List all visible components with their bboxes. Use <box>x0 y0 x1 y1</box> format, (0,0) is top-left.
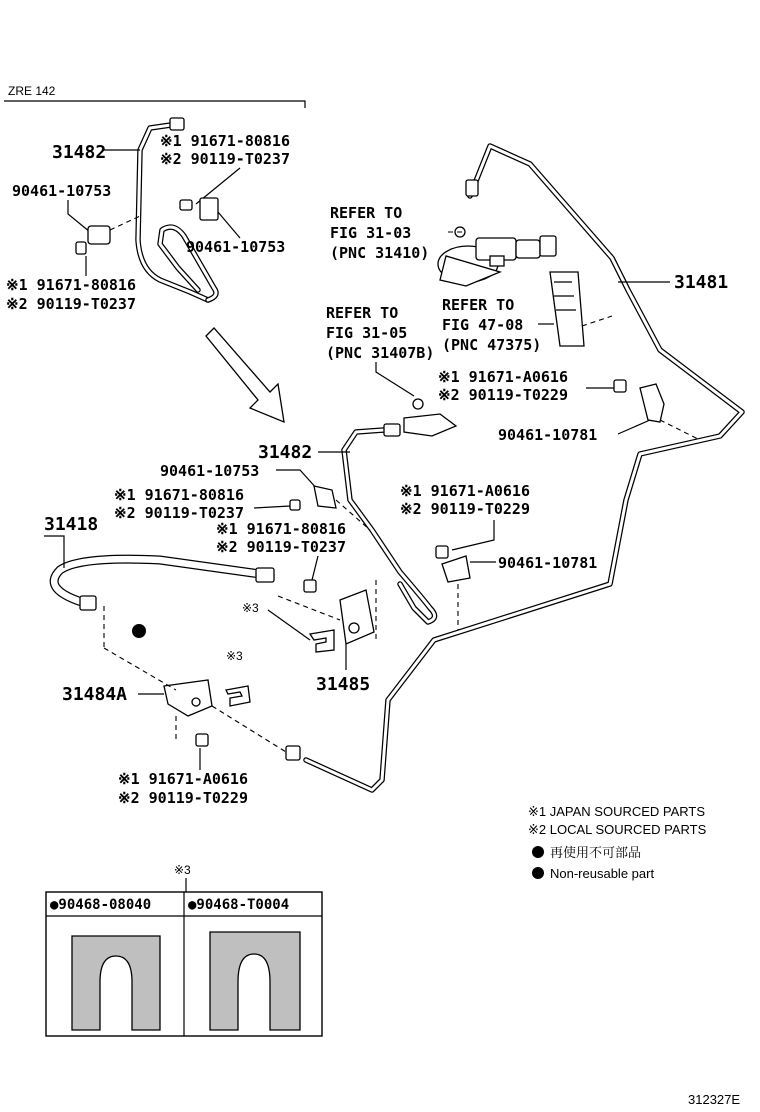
ref3-line1: REFER TO <box>442 296 515 314</box>
ref1-line3: (PNC 31410) <box>330 244 430 262</box>
label-90461-10753-b: 90461-10753 <box>186 238 286 256</box>
nonreusable-dot-icon <box>132 624 146 638</box>
label-31418: 31418 <box>44 514 99 535</box>
ref2-line2: FIG 31-05 <box>326 324 408 342</box>
label-31485: 31485 <box>316 674 371 695</box>
leader-ref2 <box>376 362 414 396</box>
label-91671-A0616-b: ※1 91671-A0616 <box>400 482 530 500</box>
bolt-g-icon <box>196 734 208 746</box>
bolt-f-icon <box>304 580 316 592</box>
label-31481: 31481 <box>674 272 729 293</box>
legend-dot-jp-icon <box>532 846 544 858</box>
leader-bolt-d <box>254 506 290 508</box>
leader-90461-c2 <box>276 470 318 490</box>
clamp-e-icon <box>436 546 470 582</box>
dash-bracket-pipe <box>212 706 286 752</box>
label-90119-T0237-a: ※2 90119-T0237 <box>160 150 290 168</box>
label-91671-A0616-a: ※1 91671-A0616 <box>438 368 568 386</box>
bracket-47375-icon <box>550 272 584 346</box>
legend-japan: ※1 JAPAN SOURCED PARTS <box>528 804 706 819</box>
label-90119-T0229-b: ※2 90119-T0229 <box>400 500 530 518</box>
ref2-line1: REFER TO <box>326 304 399 322</box>
label-90119-T0237-d: ※2 90119-T0237 <box>216 538 346 556</box>
ref2-line3: (PNC 31407B) <box>326 344 435 362</box>
clip-table <box>46 892 322 1036</box>
dash-clip-a <box>278 596 340 620</box>
label-31484a: 31484A <box>62 684 128 705</box>
mark3-c: ※3 <box>174 863 191 877</box>
table-col-2: ●90468-T0004 <box>188 897 290 913</box>
mark3-a: ※3 <box>242 601 259 615</box>
label-90119-T0229-c: ※2 90119-T0229 <box>118 789 248 807</box>
label-91671-80816-b: ※1 91671-80816 <box>6 276 136 294</box>
legend-dot-en-icon <box>532 867 544 879</box>
dash-clamp-a <box>110 216 140 230</box>
bolt-d-icon <box>290 500 300 510</box>
label-90119-T0237-b: ※2 90119-T0237 <box>6 295 136 313</box>
leader-mark3-a <box>268 610 310 640</box>
label-90461-10781-b: 90461-10781 <box>498 554 598 572</box>
legend-local: ※2 LOCAL SOURCED PARTS <box>528 822 707 837</box>
label-91671-80816-d: ※1 91671-80816 <box>216 520 346 538</box>
mark3-b: ※3 <box>226 649 243 663</box>
label-90461-10753-c: 90461-10753 <box>160 462 260 480</box>
table-col-1: ●90468-08040 <box>50 897 152 913</box>
clamp-c-icon <box>614 380 664 422</box>
clip-b-icon <box>226 686 250 706</box>
label-90119-T0229-a: ※2 90119-T0229 <box>438 386 568 404</box>
label-90119-T0237-c: ※2 90119-T0237 <box>114 504 244 522</box>
clamp-d-icon <box>314 486 336 508</box>
label-91671-A0616-c: ※1 91671-A0616 <box>118 770 248 788</box>
ref1-line1: REFER TO <box>330 204 403 222</box>
label-31482-top: 31482 <box>52 142 107 163</box>
leader-90461-a <box>68 200 90 232</box>
clip-a-icon <box>310 630 334 652</box>
dash-clamp-c <box>660 420 700 440</box>
leader-90461-c <box>618 420 650 434</box>
leader-bolt-e <box>452 520 494 550</box>
legend-nonreuse-jp: 再使用不可部品 <box>550 845 642 860</box>
label-90461-10781-a: 90461-10781 <box>498 426 598 444</box>
bracket-31484a-icon <box>164 680 212 716</box>
leader-90461-b <box>218 212 240 238</box>
direction-arrow-icon <box>206 328 284 422</box>
leader-bolt-f <box>312 556 318 580</box>
ref3-line2: FIG 47-08 <box>442 316 524 334</box>
master-cylinder-icon <box>438 227 556 286</box>
dash-ref3 <box>582 316 612 326</box>
clamp-a-icon <box>76 226 110 254</box>
bracket-31485-icon <box>340 590 374 644</box>
label-90461-10753-a: 90461-10753 <box>12 182 112 200</box>
legend-nonreuse-en: Non-reusable part <box>550 866 655 881</box>
ref1-line2: FIG 31-03 <box>330 224 412 242</box>
leader-31418 <box>44 536 64 568</box>
model-label: ZRE 142 <box>8 84 56 98</box>
label-31482-mid: 31482 <box>258 442 313 463</box>
figure-code: 312327E <box>688 1092 741 1107</box>
model-bracket <box>4 101 305 108</box>
label-91671-80816-c: ※1 91671-80816 <box>114 486 244 504</box>
label-91671-80816-a: ※1 91671-80816 <box>160 132 290 150</box>
ref3-line3: (PNC 47375) <box>442 336 542 354</box>
